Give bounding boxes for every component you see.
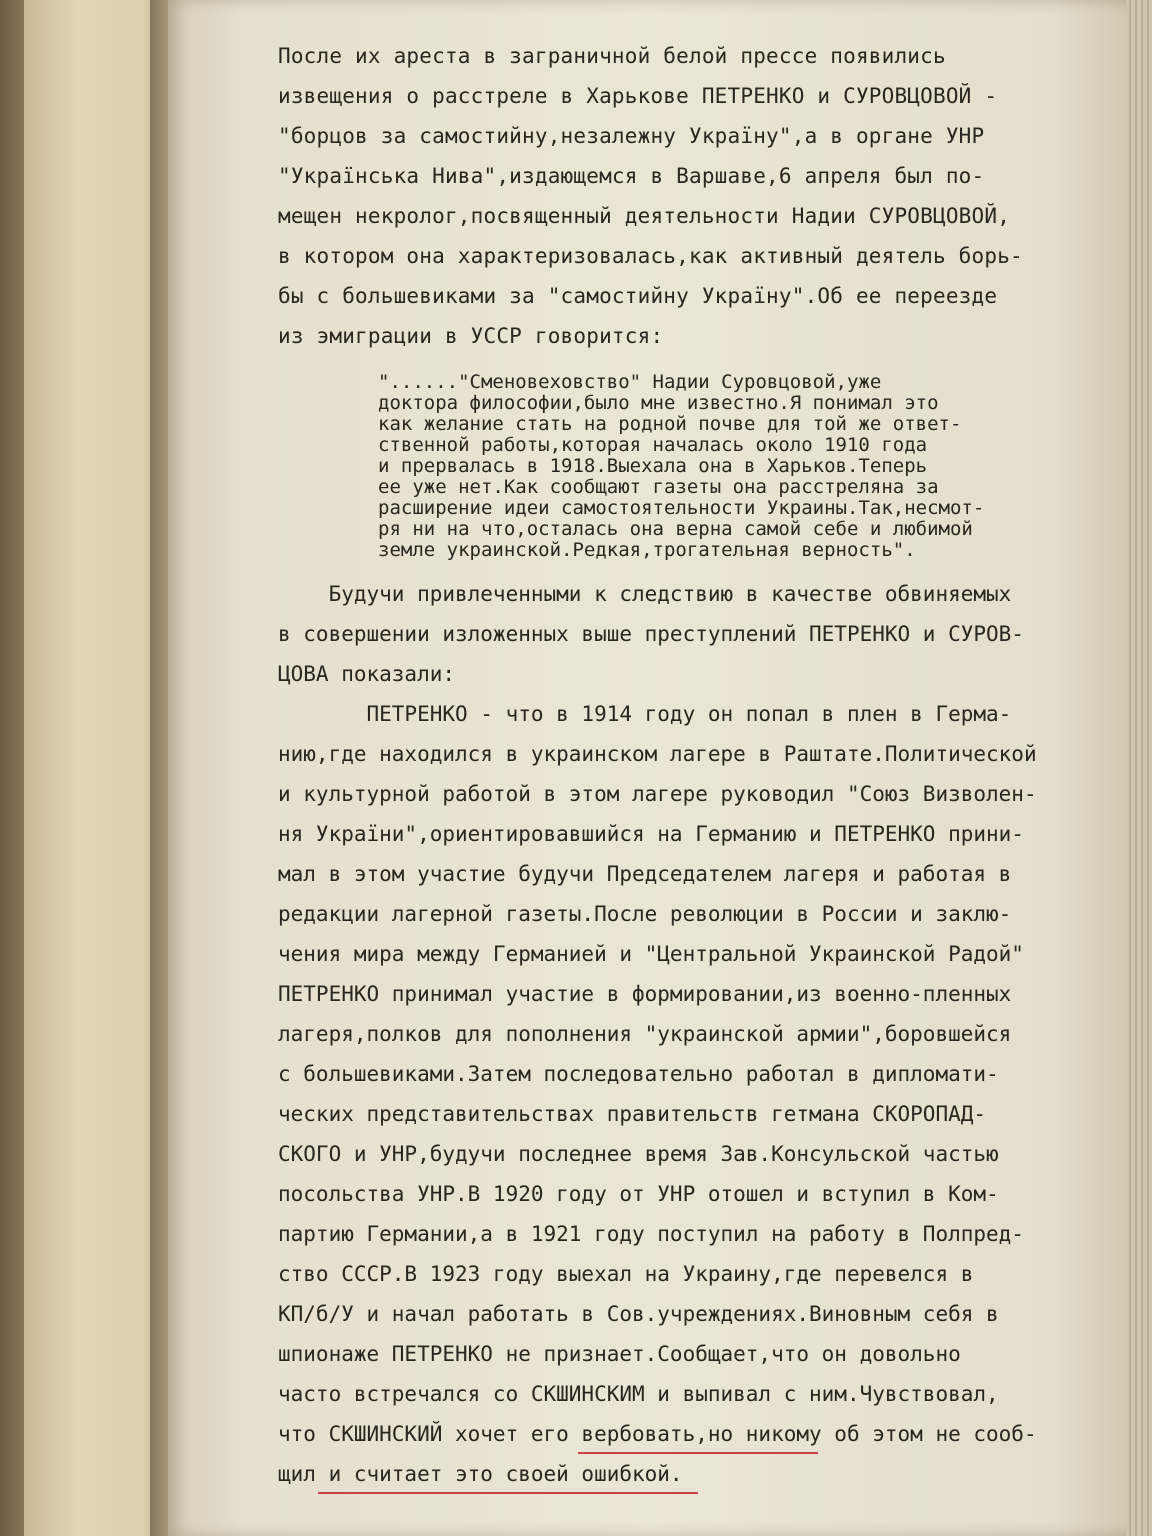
quote-line: ственной работы,которая началась около 1910 года	[378, 434, 928, 456]
quote-line: ря ни на что,осталась она верна самой себе и любимой	[378, 518, 973, 540]
text-line: КП/б/У и начал работать в Сов.учреждениях.Виновным себя в	[278, 1302, 999, 1326]
text-line: извещения о расстреле в Харькове ПЕТРЕНКО и СУРОВЦОВОЙ -	[278, 84, 998, 108]
quoted-obituary	[378, 372, 1078, 561]
text-line: в совершении изложенных выше преступлений ПЕТРЕНКО и СУРОВ-	[278, 622, 1024, 646]
text-line: из эмиграции в УССР говорится:	[278, 324, 664, 348]
text-line: часто встречался со СКШИНСКИМ и выпивал с ним.Чувствовал,	[278, 1382, 999, 1406]
text-line: мещен некролог,посвященный деятельности Надии СУРОВЦОВОЙ,	[278, 204, 1011, 228]
paragraph-1	[278, 36, 1098, 356]
text-line: ПЕТРЕНКО - что в 1914 году он попал в плен в Герма-	[278, 702, 1012, 726]
text-line: ческих представительствах правительств гетмана СКОРОПАД-	[278, 1102, 987, 1126]
quote-line: ее уже нет.Как сообщают газеты она расстреляна за	[378, 476, 939, 498]
text-line: Будучи привлеченными к следствию в качестве обвиняемых	[278, 582, 1012, 606]
text-line: ня Украïни",ориентировавшийся на Германию и ПЕТРЕНКО прини-	[278, 822, 1024, 846]
text-line: с большевиками.Затем последовательно работал в дипломати-	[278, 1062, 999, 1086]
text-line: чения мира между Германией и "Центральной Украинской Радой"	[278, 942, 1024, 966]
text-line: редакции лагерной газеты.После революции в России и заклю-	[278, 902, 1012, 926]
quote-line: доктора философии,было мне известно.Я понимал это	[378, 392, 939, 414]
red-pencil-underline	[318, 1492, 698, 1494]
text-line: нию,где находился в украинском лагере в Раштате.Политической	[278, 742, 1037, 766]
text-line: и культурной работой в этом лагере руководил "Союз Визволен-	[278, 782, 1037, 806]
red-pencil-underline	[578, 1452, 818, 1454]
text-line: партию Германии,а в 1921 году поступил на работу в Полпред-	[278, 1222, 1024, 1246]
text-line: щил и считает это своей ошибкой.	[278, 1462, 683, 1486]
quote-line: земле украинской.Редкая,трогательная верность".	[378, 539, 916, 561]
text-line: посольства УНР.В 1920 году от УНР отошел и вступил в Ком-	[278, 1182, 999, 1206]
text-line: "борцов за самостийну,незалежну Украïну",а в органе УНР	[278, 124, 985, 148]
text-line: ство СССР.В 1923 году выехал на Украину,где перевелся в	[278, 1262, 974, 1286]
lower-text	[278, 574, 1098, 1494]
text-line: лагеря,полков для пополнения "украинской армии",боровшейся	[278, 1022, 1012, 1046]
text-line: "Українська Нива",издающемся в Варшаве,6 апреля был по-	[278, 164, 985, 188]
text-line: ЦОВА показали:	[278, 662, 456, 686]
text-line: мал в этом участие будучи Председателем лагеря и работая в	[278, 862, 1012, 886]
text-line: ПЕТРЕНКО принимал участие в формировании,из военно-пленных	[278, 982, 1012, 1006]
text-line: в котором она характеризовалась,как активный деятель борь-	[278, 244, 1023, 268]
text-line: СКОГО и УНР,будучи последнее время Зав.Консульской частью	[278, 1142, 999, 1166]
quote-line: расширение идеи самостоятельности Украины.Так,несмот-	[378, 497, 985, 519]
stacked-sheet-edges	[1126, 0, 1152, 1536]
text-line: что СКШИНСКИЙ хочет его вербовать,но никому об этом не сооб-	[278, 1422, 1037, 1446]
text-line: шпионаже ПЕТРЕНКО не признает.Сообщает,что он довольно	[278, 1342, 961, 1366]
text-line: После их ареста в заграничной белой прессе появились	[278, 44, 946, 68]
typed-sheet	[168, 0, 1130, 1536]
quote-line: как желание стать на родной почве для той же ответ-	[378, 413, 962, 435]
quote-line: "......"Сменовеховство" Надии Суровцовой,уже	[378, 371, 882, 393]
quote-line: и прервалась в 1918.Выехала она в Харьков.Теперь	[378, 455, 928, 477]
text-line: бы с большевиками за "самостийну Украïну".Об ее переезде	[278, 284, 998, 308]
